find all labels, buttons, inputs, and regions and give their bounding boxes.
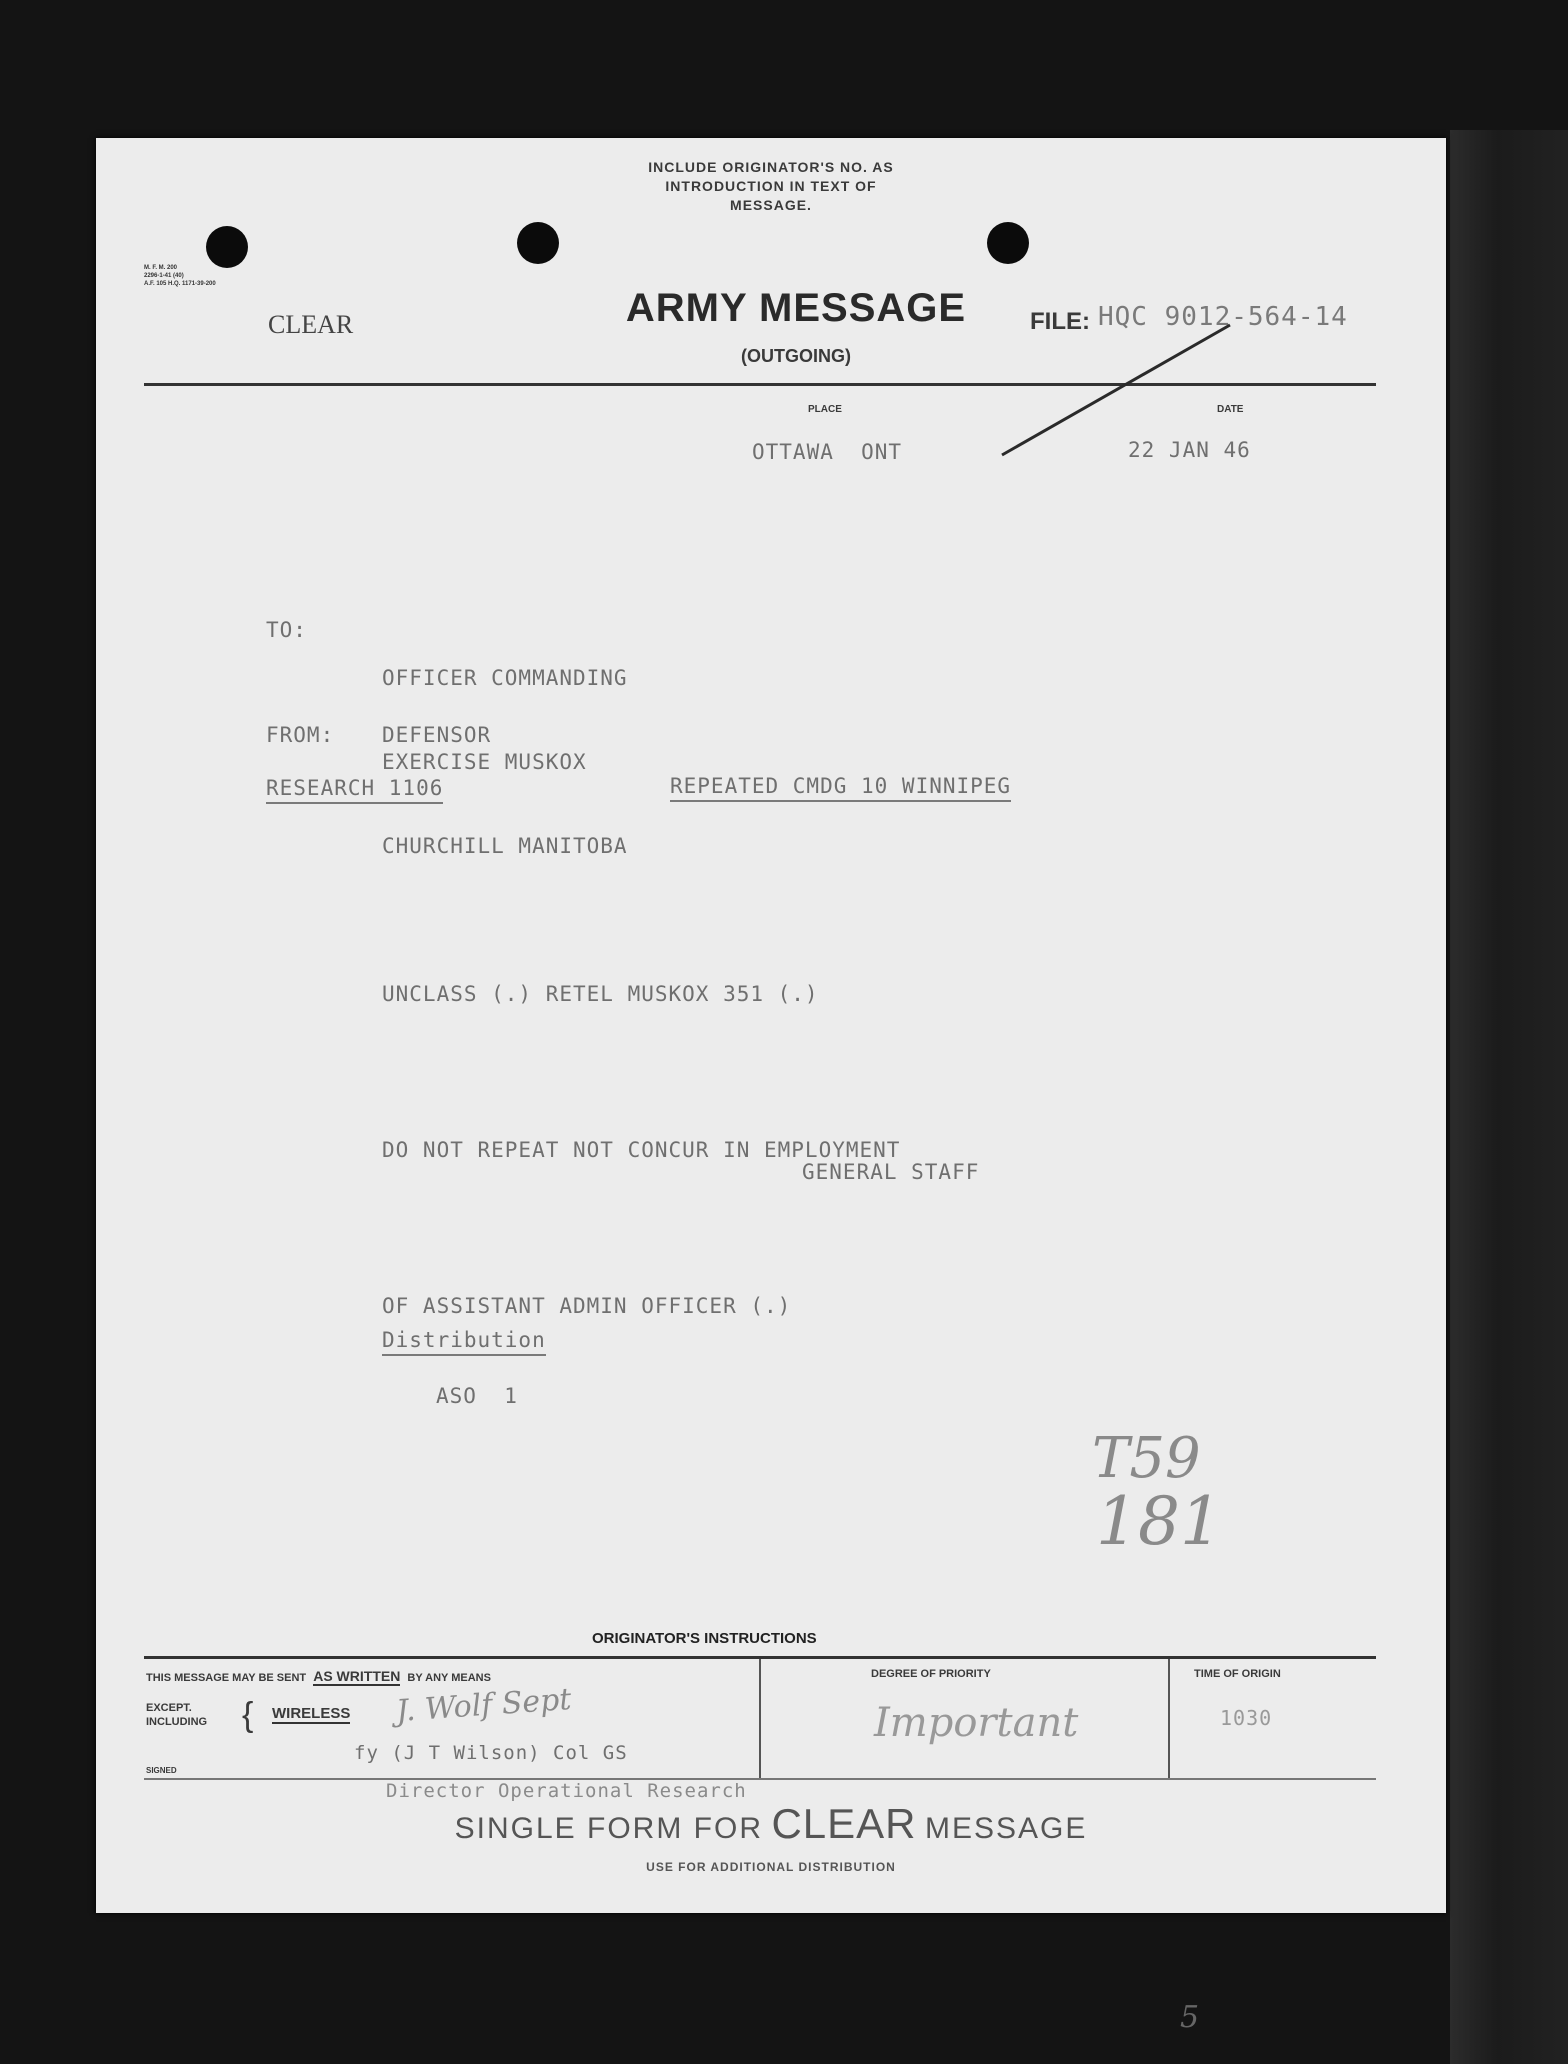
footer-use-note: USE FOR ADDITIONAL DISTRIBUTION — [646, 1860, 896, 1874]
header-note — [96, 158, 1446, 215]
header-note-line: INTRODUCTION IN TEXT OF — [665, 178, 877, 194]
except-label: EXCEPT. — [146, 1702, 192, 1714]
date-label: DATE — [1217, 404, 1244, 415]
form-codes — [144, 264, 216, 288]
footer-clear: CLEAR — [771, 1800, 917, 1847]
place-label: PLACE — [808, 404, 842, 415]
army-message-form — [96, 138, 1446, 1913]
handwritten-signature: J. Wolf Sept — [394, 1681, 573, 1730]
body-line: DO NOT REPEAT NOT CONCUR IN EMPLOYMENT — [382, 1138, 901, 1162]
priority-label: DEGREE OF PRIORITY — [871, 1668, 991, 1680]
punch-hole — [987, 222, 1029, 264]
date-value: 22 JAN 46 — [1128, 438, 1251, 462]
signer-name: fy (J T Wilson) Col GS — [354, 1742, 628, 1764]
distribution-label: Distribution — [382, 1328, 546, 1356]
to-label: TO: — [266, 618, 307, 642]
body-line: UNCLASS (.) RETEL MUSKOX 351 (.) — [382, 982, 819, 1006]
footer-message: MESSAGE — [924, 1812, 1088, 1845]
send-means: AS WRITTEN — [313, 1668, 401, 1684]
time-origin-value: 1030 — [1220, 1706, 1273, 1730]
signature-block: GENERAL STAFF — [802, 1160, 980, 1184]
including-label: INCLUDING — [146, 1716, 208, 1728]
instructions-divider — [759, 1659, 761, 1779]
handwritten-note-top: T59 — [1092, 1426, 1201, 1491]
footer-single-form: SINGLE FORM FOR — [454, 1812, 763, 1845]
to-line: EXERCISE MUSKOX — [382, 750, 587, 774]
scanner-frame — [1450, 130, 1568, 2064]
file-number: HQC 9012-564-14 — [1098, 302, 1348, 332]
header-note-line: INCLUDE ORIGINATOR'S NO. AS — [648, 159, 894, 175]
file-label: FILE: — [1030, 308, 1090, 335]
form-code: A.F. 105 H.Q. 1171-39-200 — [144, 281, 216, 287]
except-including — [146, 1701, 207, 1729]
to-line: OFFICER COMMANDING — [382, 666, 628, 690]
to-line: CHURCHILL MANITOBA — [382, 834, 628, 858]
time-origin-label: TIME OF ORIGIN — [1194, 1668, 1281, 1680]
from-label: FROM: — [266, 723, 335, 747]
distribution-line: ASO 1 — [436, 1384, 518, 1408]
instructions-divider — [1168, 1659, 1170, 1779]
reference-number: RESEARCH 1106 — [266, 776, 443, 804]
repeated-to: REPEATED CMDG 10 WINNIPEG — [670, 774, 1011, 802]
send-prefix: THIS MESSAGE MAY BE SENT — [146, 1672, 307, 1684]
page-mark: 5 — [1180, 2000, 1200, 2035]
signer-title: Director Operational Research — [386, 1780, 747, 1802]
strike-line — [1002, 325, 1230, 455]
page-subtitle: (OUTGOING) — [741, 346, 851, 366]
from-value: DEFENSOR — [382, 723, 492, 747]
page-title: ARMY MESSAGE — [625, 286, 967, 330]
form-code: 2296-1-41 (40) — [144, 273, 184, 279]
priority-value: Important — [874, 1700, 1079, 1746]
footer-title — [96, 1800, 1446, 1848]
handwritten-note-bottom: 181 — [1096, 1483, 1222, 1560]
classification-label: CLEAR — [268, 310, 354, 339]
wireless-option: WIRELESS — [272, 1705, 351, 1722]
body-line: OF ASSISTANT ADMIN OFFICER (.) — [382, 1294, 792, 1318]
send-suffix: BY ANY MEANS — [407, 1672, 491, 1684]
form-code: M. F. M. 200 — [144, 265, 178, 271]
punch-hole — [517, 222, 559, 264]
brace-icon: { — [242, 1696, 254, 1734]
signed-label: SIGNED — [146, 1766, 177, 1775]
instructions-title: ORIGINATOR'S INSTRUCTIONS — [592, 1630, 817, 1647]
punch-hole — [206, 226, 248, 268]
place-value: OTTAWA ONT — [752, 440, 903, 464]
send-instruction — [146, 1668, 491, 1684]
header-note-line: MESSAGE. — [730, 197, 812, 213]
instructions-bottom-rule — [144, 1778, 1376, 1780]
